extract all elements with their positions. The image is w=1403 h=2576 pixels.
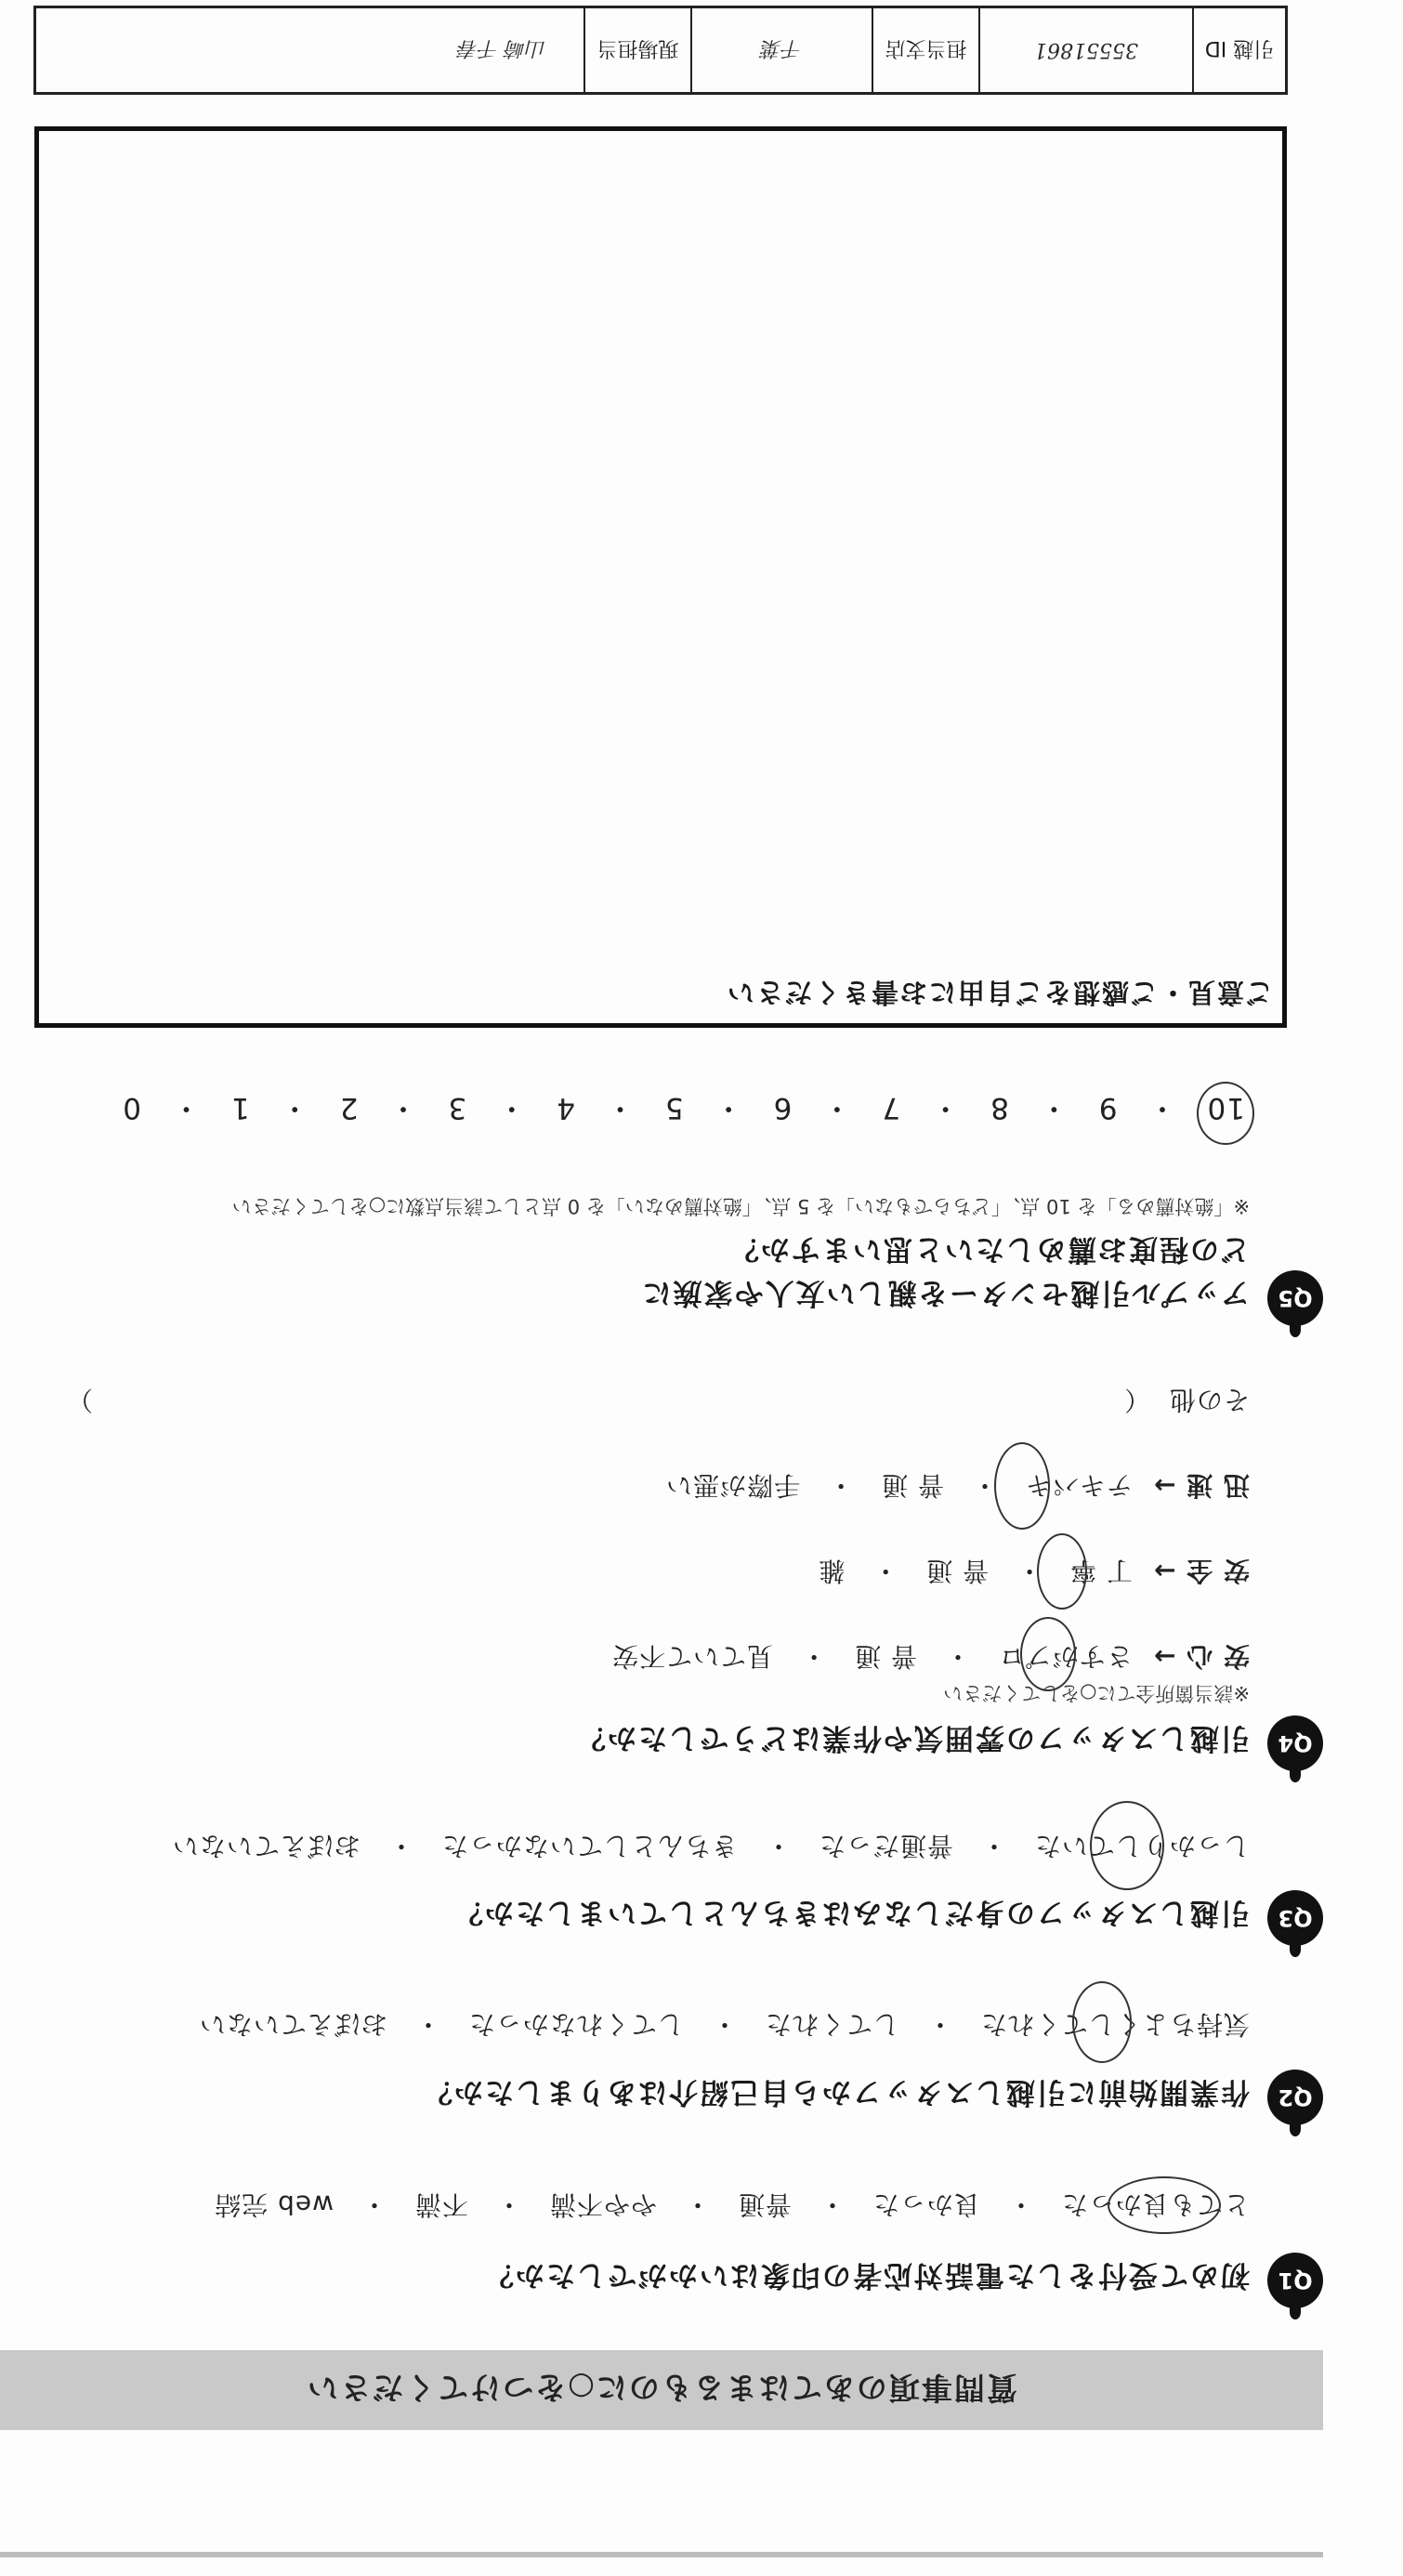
- q4-row-options: さすがプロ ・ 普 通 ・ 見ていて不安: [611, 1641, 1134, 1672]
- q3-question: 引越しスタッフの身だしなみはきちんとしていましたか？: [452, 1896, 1250, 1929]
- q4-row-speed: [665, 1468, 1250, 1505]
- q4-row-options: 丁 寧 ・ 普 通 ・ 雑: [818, 1556, 1134, 1586]
- q3-badge: Q3: [1267, 1890, 1323, 1946]
- q4-row-options: テキパキ ・ 普 通 ・ 手際が悪い: [665, 1470, 1134, 1501]
- q5-score-scale: 10 ・ 9 ・ 8 ・ 7 ・ 6 ・ 5 ・ 4 ・ 3 ・ 2 ・ 1 ・ 0: [122, 1091, 1245, 1124]
- q2-options: 気持ちよくしてくれた ・ してくれた ・ してくれなかった ・ おぼえていない: [198, 2009, 1250, 2040]
- q4-other-paren-open: （: [1123, 1385, 1151, 1415]
- leader-value: 山崎 千春: [458, 36, 546, 60]
- q2-question: 作業開始前に引越しスタッフから自己紹介はありましたか？: [422, 2075, 1250, 2109]
- q4-row-safety: [818, 1554, 1250, 1591]
- q2-badge: Q2: [1267, 2070, 1323, 2125]
- q2-selection-circle: [1072, 1981, 1132, 2063]
- q5-question-line2: どの程度お薦めしたいと思いますか？: [728, 1232, 1250, 1266]
- q5-badge: Q5: [1267, 1270, 1323, 1326]
- q4-other-label: その他: [1168, 1385, 1250, 1415]
- branch-label-cell: [872, 8, 978, 92]
- q4-safety-selection-circle: [1037, 1533, 1087, 1610]
- q4-other-paren-close: ）: [65, 1385, 93, 1415]
- q1-question: 初めて受付をした電話対応者の印象はいかがでしたか？: [483, 2258, 1250, 2292]
- staff-info-table: [33, 6, 1288, 95]
- q1-badge: Q1: [1267, 2253, 1323, 2308]
- q4-badge: Q4: [1267, 1715, 1323, 1771]
- q5-note: ※「絶対薦める」を 10 点、「どちらでもない」を 5 点、「絶対薦めない」を 0 点として該当点数に○をしてください: [231, 1195, 1250, 1217]
- leader-value-cell: [36, 8, 583, 92]
- q4-row-label: 安 全 →: [1153, 1556, 1250, 1586]
- q5-selection-circle: [1197, 1082, 1254, 1145]
- comment-body: [60, 160, 1268, 959]
- q4-other-row: [1123, 1383, 1250, 1420]
- scan-edge-rule: [0, 2552, 1323, 2557]
- branch-label: 担当支店: [885, 36, 967, 60]
- q3-options: しっかりしていた ・ 普通だった ・ きちんとしていなかった ・ おぼえていない: [171, 1831, 1250, 1861]
- q1-selection-circle: [1108, 2176, 1221, 2234]
- comment-title: ご意見・ご感想をご自由にお書きください: [725, 977, 1273, 1008]
- branch-value-cell: [690, 8, 872, 92]
- branch-value: 千葉: [761, 36, 803, 60]
- q4-relief-selection-circle: [1020, 1617, 1076, 1691]
- id-value: 35551861: [1034, 38, 1138, 62]
- q1-options: とても良かった ・ 良かった ・ 普通 ・ やや不満 ・ 不満 ・ web 完結: [214, 2189, 1250, 2220]
- q4-row-label: 安 心 →: [1153, 1641, 1250, 1672]
- id-label: 引越 ID: [1204, 36, 1275, 60]
- q5-question-line1: アップル引越センターを親しい友人や家族に: [640, 1276, 1250, 1309]
- instruction-text: 質問事項のあてはまるものに○をつけてください: [306, 2370, 1017, 2407]
- leader-label-cell: [583, 8, 690, 92]
- leader-label: 現場担当: [597, 36, 679, 60]
- q3-selection-circle: [1090, 1801, 1164, 1890]
- q4-row-label: 迅 速 →: [1153, 1470, 1250, 1501]
- q4-note: ※該当箇所全てに○をしてください: [943, 1682, 1250, 1704]
- id-label-cell: [1192, 8, 1285, 92]
- q4-speed-selection-circle: [994, 1442, 1050, 1530]
- id-value-cell: [978, 8, 1192, 92]
- q4-question: 引越しスタッフの雰囲気や作業はどうでしたか？: [575, 1721, 1250, 1755]
- q4-row-relief: [611, 1639, 1250, 1676]
